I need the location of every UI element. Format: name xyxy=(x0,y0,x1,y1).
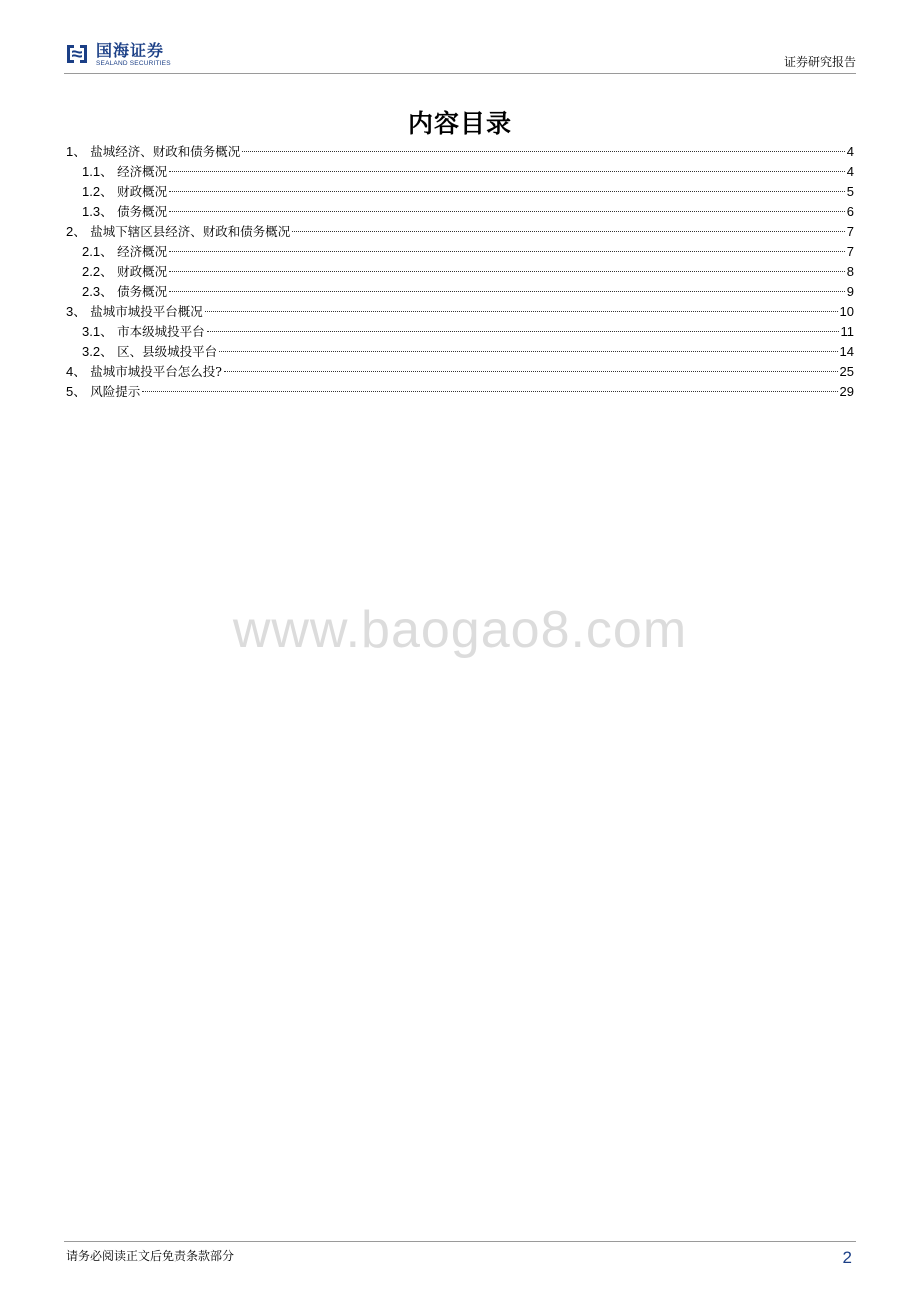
toc-dot-leader xyxy=(169,271,845,272)
toc-dot-leader xyxy=(169,171,845,172)
toc-entry-page: 9 xyxy=(846,284,854,299)
logo-chinese-name: 国海证券 xyxy=(96,41,165,60)
disclaimer-text: 请务必阅读正文后免责条款部分 xyxy=(66,1249,235,1263)
toc-dot-leader xyxy=(169,291,845,292)
toc-entry-page: 7 xyxy=(846,244,854,259)
toc-entry-title: 盐城市城投平台怎么投? xyxy=(90,364,222,379)
toc-entry-title: 盐城下辖区县经济、财政和债务概况 xyxy=(90,224,291,239)
toc-entry-title: 债务概况 xyxy=(117,204,168,219)
toc-entry-page: 10 xyxy=(839,304,854,319)
toc-entry-number: 2.3、 xyxy=(82,284,114,299)
toc-entry[interactable] xyxy=(66,322,854,342)
toc-entry-title: 风险提示 xyxy=(90,384,141,399)
toc-entry[interactable] xyxy=(66,362,854,382)
toc-dot-leader xyxy=(219,351,837,352)
toc-entry-page: 8 xyxy=(846,264,854,279)
toc-entry-title: 盐城经济、财政和债务概况 xyxy=(90,144,241,159)
toc-dot-leader xyxy=(207,331,839,332)
report-type-label: 证券研究报告 xyxy=(783,55,856,69)
toc-dot-leader xyxy=(142,391,837,392)
page-header xyxy=(64,40,856,74)
toc-entry-title: 区、县级城投平台 xyxy=(117,344,218,359)
toc-entry-title: 盐城市城投平台概况 xyxy=(90,304,203,319)
toc-dot-leader xyxy=(169,211,845,212)
toc-dot-leader xyxy=(169,251,845,252)
sealand-logo-icon xyxy=(64,42,90,66)
toc-entry[interactable] xyxy=(66,202,854,222)
page-number: 2 xyxy=(842,1248,852,1267)
toc-entry-title: 财政概况 xyxy=(117,264,168,279)
toc-entry[interactable] xyxy=(66,282,854,302)
logo-english-name: SEALAND SECURITIES xyxy=(96,60,171,67)
toc-entry-title: 经济概况 xyxy=(117,244,168,259)
toc-entry-page: 25 xyxy=(839,364,854,379)
toc-entry[interactable] xyxy=(66,242,854,262)
company-logo xyxy=(64,42,171,70)
toc-entry-page: 11 xyxy=(840,324,854,339)
toc-entry-number: 3、 xyxy=(66,304,87,319)
table-of-contents xyxy=(66,142,854,402)
watermark: www.baogao8.com xyxy=(232,601,688,659)
toc-entry-number: 2.1、 xyxy=(82,244,114,259)
toc-entry[interactable] xyxy=(66,222,854,242)
toc-entry-page: 4 xyxy=(846,164,854,179)
toc-entry-title: 市本级城投平台 xyxy=(117,324,205,339)
toc-entry-page: 5 xyxy=(846,184,854,199)
toc-entry-page: 6 xyxy=(846,204,854,219)
toc-entry-number: 3.2、 xyxy=(82,344,114,359)
toc-entry-title: 财政概况 xyxy=(117,184,168,199)
toc-entry[interactable] xyxy=(66,382,854,402)
toc-entry-number: 5、 xyxy=(66,384,87,399)
toc-entry[interactable] xyxy=(66,302,854,322)
toc-dot-leader xyxy=(169,191,845,192)
toc-dot-leader xyxy=(242,151,845,152)
toc-entry-number: 1、 xyxy=(66,144,87,159)
toc-entry-title: 债务概况 xyxy=(117,284,168,299)
toc-entry[interactable] xyxy=(66,142,854,162)
toc-entry-title: 经济概况 xyxy=(117,164,168,179)
toc-dot-leader xyxy=(205,311,838,312)
toc-entry-page: 7 xyxy=(846,224,854,239)
toc-title: 内容目录 xyxy=(407,109,512,138)
toc-entry[interactable] xyxy=(66,182,854,202)
page-footer xyxy=(64,1241,856,1272)
toc-entry[interactable] xyxy=(66,162,854,182)
toc-dot-leader xyxy=(292,231,845,232)
toc-dot-leader xyxy=(224,371,838,372)
toc-entry-page: 29 xyxy=(839,384,854,399)
toc-entry-number: 1.2、 xyxy=(82,184,114,199)
toc-entry-number: 2.2、 xyxy=(82,264,114,279)
toc-entry-number: 3.1、 xyxy=(82,324,114,339)
toc-entry-page: 14 xyxy=(839,344,854,359)
toc-entry-page: 4 xyxy=(846,144,854,159)
toc-entry-number: 1.1、 xyxy=(82,164,114,179)
toc-entry-number: 2、 xyxy=(66,224,87,239)
toc-entry[interactable] xyxy=(66,262,854,282)
toc-entry[interactable] xyxy=(66,342,854,362)
toc-entry-number: 1.3、 xyxy=(82,204,114,219)
toc-entry-number: 4、 xyxy=(66,364,87,379)
